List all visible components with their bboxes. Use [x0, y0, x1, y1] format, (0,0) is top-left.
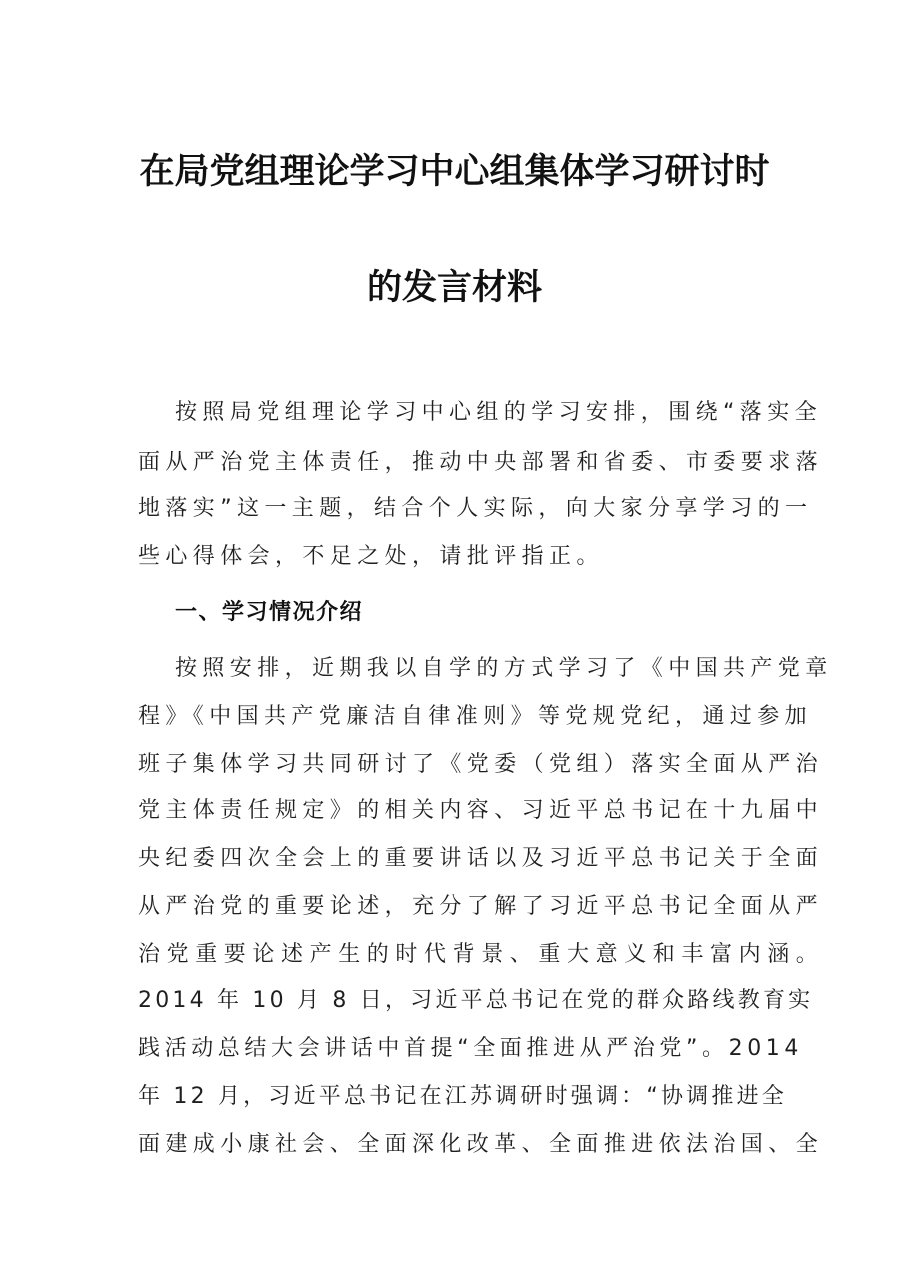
intro-paragraph-line: 些心得体会，不足之处，请批评指正。	[138, 544, 604, 569]
intro-paragraph-line: 面从严治党主体责任，推动中央部署和省委、市委要求落	[138, 450, 824, 475]
intro-paragraph-line: 地落实”这一主题，结合个人实际，向大家分享学习的一	[138, 496, 813, 521]
section-paragraph-line: 面建成小康社会、全面深化改革、全面推进依法治国、全	[138, 1132, 824, 1157]
section-paragraph-line: 年 12 月，习近平总书记在江苏调研时强调：“协调推进全	[138, 1084, 787, 1109]
section-paragraph-line: 从严治党的重要论述，充分了解了习近平总书记全面从严	[138, 894, 824, 919]
section-paragraph-line: 央纪委四次全会上的重要讲话以及习近平总书记关于全面	[138, 846, 824, 871]
section-paragraph-line: 2014 年 10 月 8 日，习近平总书记在党的群众路线教育实	[138, 988, 814, 1013]
section-heading: 一、学习情况介绍	[175, 600, 364, 625]
document-title-line-1: 在局党组理论学习中心组集体学习研讨时	[139, 151, 770, 192]
intro-paragraph-line: 按照局党组理论学习中心组的学习安排，围绕“落实全	[175, 400, 822, 425]
section-paragraph-line: 党主体责任规定》的相关内容、习近平总书记在十九届中	[138, 798, 824, 823]
section-paragraph-line: 践活动总结大会讲话中首提“全面推进从严治党”。2014	[138, 1036, 803, 1061]
section-paragraph-line: 程》《中国共产党廉洁自律准则》等党规党纪，通过参加	[138, 704, 813, 729]
document-title-line-2: 的发言材料	[366, 267, 542, 308]
section-paragraph-line: 治党重要论述产生的时代背景、重大意义和丰富内涵。	[138, 942, 825, 967]
section-paragraph-line: 按照安排，近期我以自学的方式学习了《中国共产党章	[175, 656, 833, 681]
section-paragraph-line: 班子集体学习共同研讨了《党委（党组）落实全面从严治	[138, 752, 824, 777]
